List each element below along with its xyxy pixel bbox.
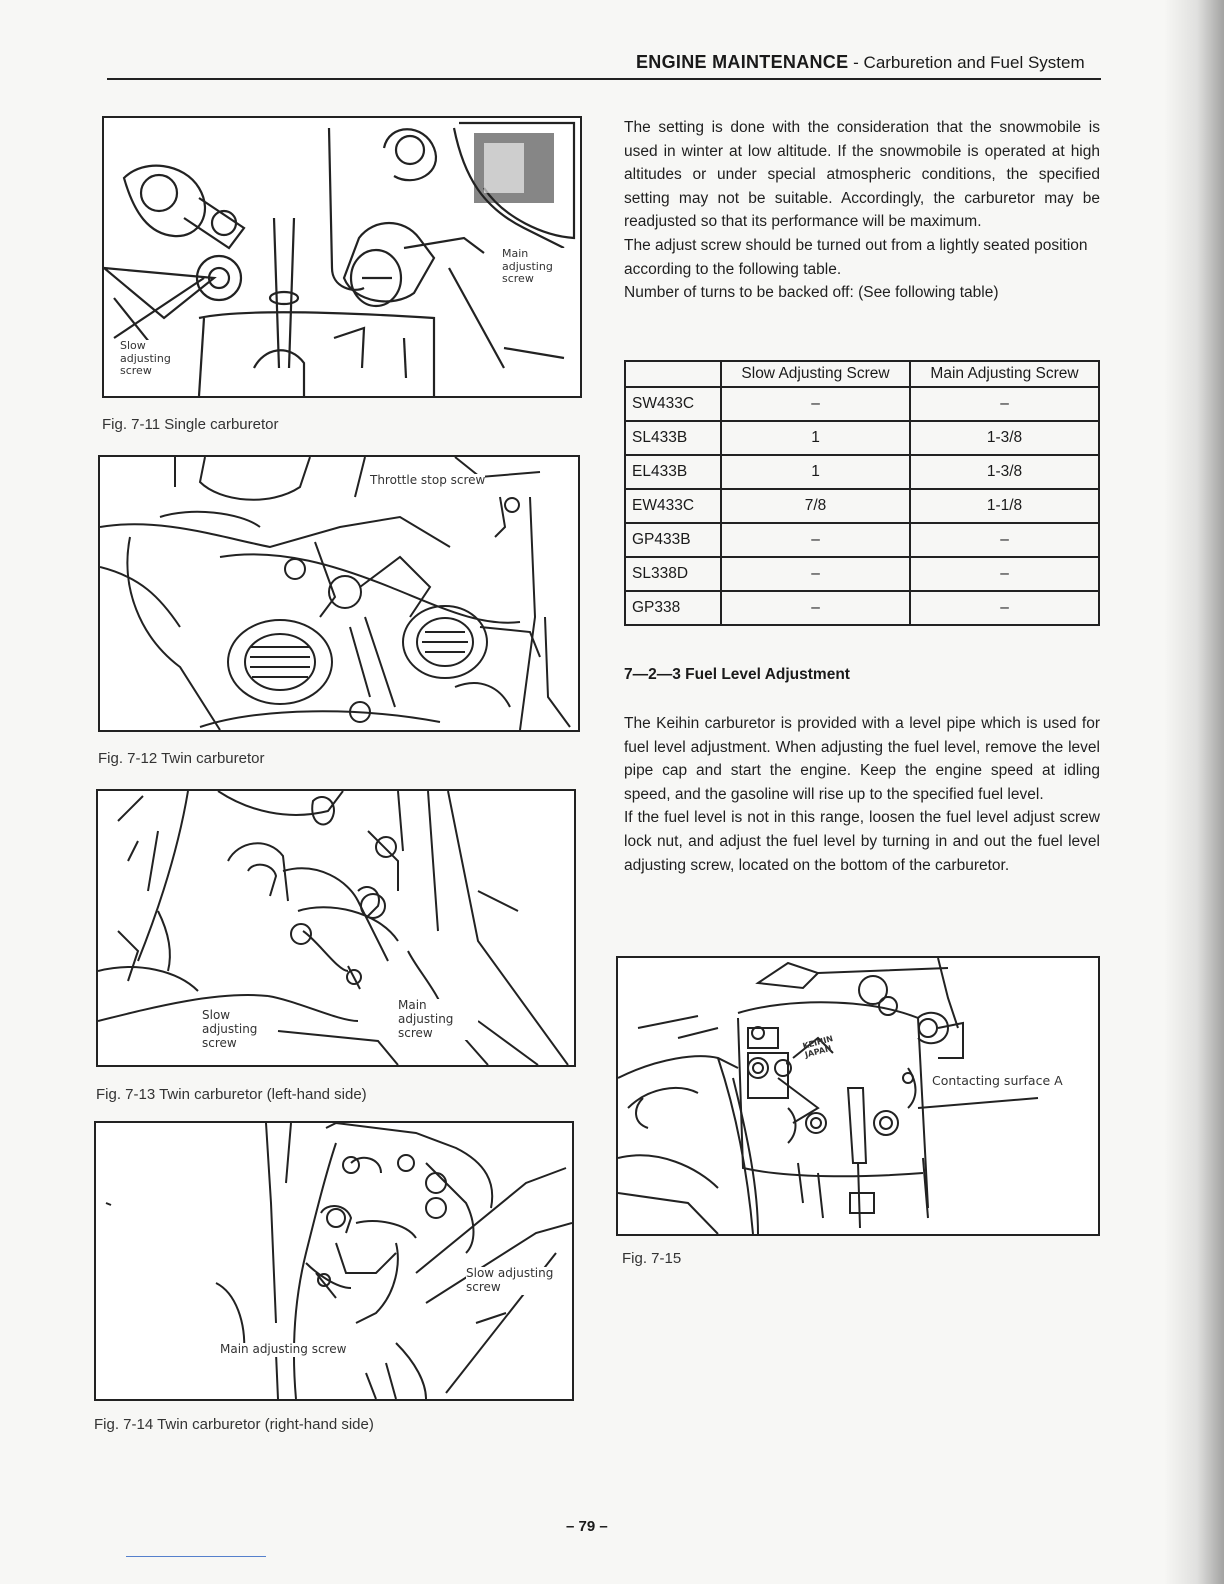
table-cell-model: SL338D [625, 557, 721, 591]
fuel-level-text [624, 712, 1100, 877]
intro-text [624, 116, 1100, 305]
fig-7-11-main-label: Main adjusting screw [502, 248, 572, 286]
fig-7-12-caption: Fig. 7-12 Twin carburetor [98, 750, 265, 767]
table-cell-slow: 7/8 [721, 489, 910, 523]
table-cell-main: 1-1/8 [910, 489, 1099, 523]
table-cell-main: 1-3/8 [910, 421, 1099, 455]
table-cell-slow: 1 [721, 455, 910, 489]
table-cell-main: – [910, 523, 1099, 557]
table-cell-main: – [910, 557, 1099, 591]
figure-7-11-image [102, 116, 582, 398]
table-cell-model: GP433B [625, 523, 721, 557]
table-cell-main: 1-3/8 [910, 455, 1099, 489]
fig-7-15-logo-label: KEIHIN JAPAN [801, 1034, 834, 1060]
table-cell-model: EL433B [625, 455, 721, 489]
fig-7-14-slow-label: Slow adjusting screw [466, 1267, 570, 1295]
figure-7-15-image [616, 956, 1100, 1236]
fig-7-12-throttle-label: Throttle stop screw [370, 473, 486, 487]
bottom-link-line [126, 1556, 266, 1557]
table-header-row [625, 361, 1099, 387]
table-row [625, 421, 1099, 455]
table-cell-slow: – [721, 591, 910, 625]
fig-7-15-caption: Fig. 7-15 [622, 1250, 682, 1267]
table-cell-slow: – [721, 557, 910, 591]
table-row [625, 489, 1099, 523]
twin-carburetor-right-drawing [96, 1123, 572, 1399]
table-row [625, 387, 1099, 421]
intro-paragraph-1: The setting is done with the consideration that the snowmobile is used in winter at low altitude. If the snowmobile is operated at high altitudes or under special atmospheric conditions, the specified setting may not be suitable. Accordingly, the carburetor may be readjusted so that its performance will be maximum. [624, 119, 1100, 231]
table-cell-main: – [910, 591, 1099, 625]
carburetor-level-drawing [618, 958, 1098, 1234]
table-cell-model: EW433C [625, 489, 721, 523]
table-cell-slow: 1 [721, 421, 910, 455]
twin-carburetor-drawing [100, 457, 578, 730]
fig-7-11-caption: Fig. 7-11 Single carburetor [102, 416, 279, 433]
table-cell-model: GP338 [625, 591, 721, 625]
fig-7-13-main-label: Main adjusting screw [398, 999, 478, 1040]
figure-7-13-image [96, 789, 576, 1067]
page-header [636, 52, 1085, 73]
table-header-main: Main Adjusting Screw [910, 361, 1099, 387]
figure-7-12-image [98, 455, 580, 732]
table-row [625, 591, 1099, 625]
table-header-slow: Slow Adjusting Screw [721, 361, 910, 387]
header-section: ENGINE MAINTENANCE [636, 52, 849, 72]
page-edge-shadow [1164, 0, 1224, 1584]
table-cell-model: SL433B [625, 421, 721, 455]
table-row [625, 455, 1099, 489]
table-cell-slow: – [721, 387, 910, 421]
fig-7-13-caption: Fig. 7-13 Twin carburetor (left-hand side) [96, 1086, 367, 1103]
figure-7-14-image [94, 1121, 574, 1401]
fig-7-11-slow-label: Slow adjusting screw [120, 340, 190, 378]
adjustment-table [624, 360, 1100, 626]
fig-7-14-main-label: Main adjusting screw [220, 1342, 347, 1356]
table-cell-model: SW433C [625, 387, 721, 421]
fuel-level-paragraph-1: The Keihin carburetor is provided with a level pipe which is used for fuel level adjustment. When adjusting the fuel level, remove the level pipe cap and start the engine. Keep the engine speed at idling speed, and the gasoline will rise up to the specified fuel level. [624, 715, 1100, 803]
page-number: – 79 – [566, 1518, 608, 1535]
intro-paragraph-3: Number of turns to be backed off: (See following table) [624, 284, 999, 302]
twin-carburetor-left-drawing [98, 791, 574, 1065]
table-cell-slow: – [721, 523, 910, 557]
table-row [625, 523, 1099, 557]
intro-paragraph-2: The adjust screw should be turned out from a lightly seated position according to the following table. [624, 236, 1088, 278]
header-rule [107, 78, 1101, 80]
fig-7-15-surface-label: Contacting surface A [932, 1073, 1063, 1088]
fuel-level-paragraph-2: If the fuel level is not in this range, loosen the fuel level adjust screw lock nut, and adjust the fuel level by turning in and out the fuel level adjusting screw, located on the bottom of the carburetor. [624, 809, 1100, 874]
table-row [625, 557, 1099, 591]
header-subsection: - Carburetion and Fuel System [853, 53, 1085, 72]
fig-7-13-slow-label: Slow adjusting screw [202, 1009, 277, 1050]
section-title: 7—2—3 Fuel Level Adjustment [624, 666, 850, 683]
fig-7-14-caption: Fig. 7-14 Twin carburetor (right-hand side) [94, 1416, 374, 1433]
table-header-model [625, 361, 721, 387]
table-cell-main: – [910, 387, 1099, 421]
